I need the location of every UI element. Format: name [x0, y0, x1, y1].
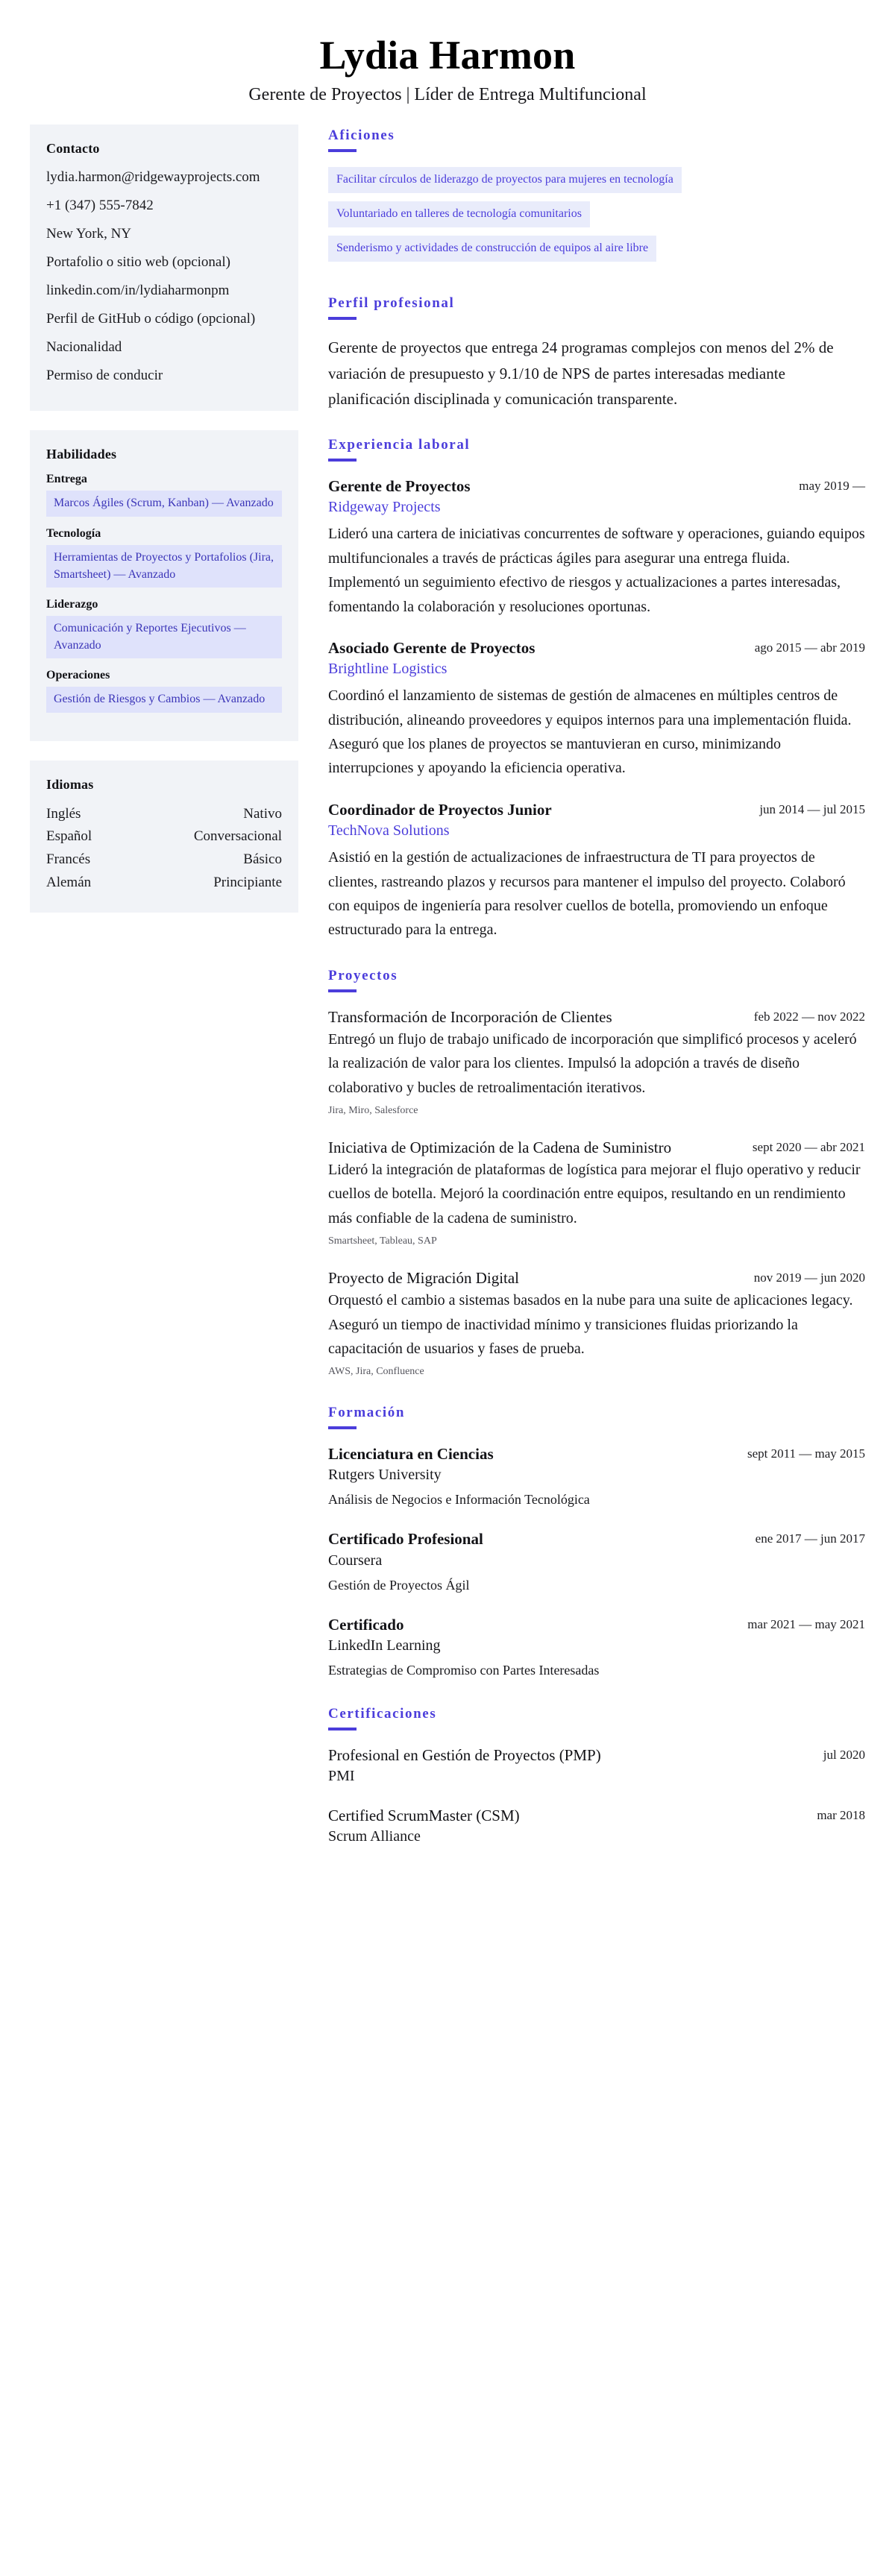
- resume-body: [0, 125, 895, 1872]
- language-name: Inglés: [46, 805, 81, 822]
- project-entry: [328, 1138, 865, 1249]
- project-tech: Jira, Miro, Salesforce: [328, 1105, 418, 1117]
- contact-nationality: Nacionalidad: [46, 338, 122, 355]
- job-company: Brightline Logistics: [328, 661, 448, 678]
- experience-entry: [328, 476, 865, 619]
- project-dates: feb 2022 — nov 2022: [753, 1009, 865, 1024]
- skill-chip: Herramientas de Proyectos y Portafolios (Jira, Smartsheet) — Avanzado: [46, 545, 282, 588]
- language-level: Básico: [243, 851, 282, 868]
- experience-entry: [328, 638, 865, 781]
- certification-name: Profesional en Gestión de Proyectos (PMP): [328, 1745, 601, 1764]
- skill-group: [46, 669, 282, 712]
- field-of-study: Gestión de Proyectos Ágil: [328, 1577, 470, 1593]
- skill-group-label: Tecnología: [46, 526, 101, 540]
- contact-driving-license: Permiso de conducir: [46, 367, 163, 383]
- degree-dates: mar 2021 — may 2021: [747, 1616, 865, 1631]
- skill-chip: Comunicación y Reportes Ejecutivos — Avanzado: [46, 616, 282, 658]
- degree-dates: ene 2017 — jun 2017: [755, 1531, 865, 1546]
- section-rule: [328, 317, 357, 320]
- project-title: Iniciativa de Optimización de la Cadena de Suministro: [328, 1138, 672, 1156]
- certifications-heading: Certificaciones: [328, 1705, 437, 1722]
- certification-issuer: Scrum Alliance: [328, 1828, 421, 1845]
- project-dates: sept 2020 — abr 2021: [752, 1139, 865, 1154]
- section-rule: [328, 459, 357, 462]
- contact-card: [30, 125, 298, 411]
- language-row: [46, 825, 282, 848]
- skill-chip: Marcos Ágiles (Scrum, Kanban) — Avanzado: [46, 491, 282, 516]
- school-name: LinkedIn Learning: [328, 1637, 441, 1654]
- experience-heading: Experiencia laboral: [328, 437, 471, 453]
- language-level: Principiante: [213, 874, 282, 890]
- language-name: Español: [46, 828, 92, 845]
- degree-title: Certificado: [328, 1615, 404, 1634]
- language-name: Alemán: [46, 874, 92, 890]
- project-tech: Smartsheet, Tableau, SAP: [328, 1235, 437, 1247]
- project-title: Transformación de Incorporación de Clientes: [328, 1007, 612, 1026]
- section-summary: [328, 295, 865, 412]
- skill-group: [46, 598, 282, 658]
- resume-header: [0, 0, 895, 125]
- summary-heading: Perfil profesional: [328, 295, 455, 312]
- section-rule: [328, 1426, 357, 1429]
- contact-location: New York, NY: [46, 226, 132, 242]
- languages-title: Idiomas: [46, 776, 94, 792]
- certification-entry: [328, 1806, 865, 1847]
- languages-card: [30, 760, 298, 913]
- main-column: [328, 125, 865, 1872]
- job-company: Ridgeway Projects: [328, 499, 441, 516]
- language-level: Conversacional: [193, 828, 282, 845]
- candidate-headline: Gerente de Proyectos | Líder de Entrega Multifuncional: [248, 84, 647, 104]
- language-row: [46, 803, 282, 826]
- contact-email[interactable]: lydia.harmon@ridgewayprojects.com: [46, 169, 260, 186]
- project-description: Lideró la integración de plataformas de logística para mejorar el flujo operativo y reducir cuellos de botella. Mejoró la coordinación entre equipos, resultando en un rendimiento más confiable de la cadena de suministro.: [328, 1162, 861, 1226]
- skill-group: [46, 473, 282, 516]
- sidebar: [30, 125, 298, 931]
- skills-card: [30, 430, 298, 740]
- contact-github[interactable]: Perfil de GitHub o código (opcional): [46, 310, 256, 327]
- job-dates: ago 2015 — abr 2019: [754, 640, 865, 655]
- project-description: Entregó un flujo de trabajo unificado de incorporación que simplificó procesos y aceleró la realización de valor para los clientes. Impulsó la adopción a través de diseño colaborativo y bucles de retroalimentación iterativos.: [328, 1031, 857, 1096]
- summary-text: Gerente de proyectos que entrega 24 programas complejos con menos del 2% de variación de presupuesto y 9.1/10 de NPS de partes interesadas mediante planificación disciplinada y comunicación transparente.: [328, 338, 834, 408]
- education-entry: [328, 1615, 865, 1681]
- contact-portfolio[interactable]: Portafolio o sitio web (opcional): [46, 254, 230, 271]
- degree-title: Certificado Profesional: [328, 1530, 483, 1549]
- degree-dates: sept 2011 — may 2015: [747, 1446, 865, 1461]
- school-name: Coursera: [328, 1552, 383, 1569]
- section-certifications: [328, 1706, 865, 1848]
- section-rule: [328, 1728, 357, 1731]
- hobby-chip: Voluntariado en talleres de tecnología comunitarios: [328, 201, 590, 227]
- education-entry: [328, 1444, 865, 1510]
- education-entry: [328, 1529, 865, 1595]
- project-tech: AWS, Jira, Confluence: [328, 1366, 424, 1378]
- job-description: Asistió en la gestión de actualizaciones de infraestructura de TI para proyectos de clientes, rastreando plazos y recursos para mantener el impulso del proyecto. Colaboró con equipos de ingeniería para resolver cuellos de botella, promoviendo un enfoque estructurado para la entrega.: [328, 849, 846, 939]
- hobbies-heading: Aficiones: [328, 127, 395, 144]
- job-company: TechNova Solutions: [328, 822, 450, 840]
- section-hobbies: [328, 127, 865, 270]
- skill-group: [46, 527, 282, 588]
- certification-issuer: PMI: [328, 1768, 355, 1785]
- language-row: [46, 848, 282, 872]
- project-description: Orquestó el cambio a sistemas basados en la nube para una suite de aplicaciones legacy. Aseguró un tiempo de inactividad mínimo y transiciones fluidas priorizando la capacitación de usuarios y fases de prueba.: [328, 1292, 853, 1357]
- hobby-chip: Senderismo y actividades de construcción de equipos al aire libre: [328, 236, 656, 262]
- contact-phone[interactable]: +1 (347) 555-7842: [46, 198, 154, 214]
- skill-group-label: Liderazgo: [46, 598, 98, 611]
- language-row: [46, 872, 282, 895]
- job-title: Coordinador de Proyectos Junior: [328, 800, 552, 819]
- certification-entry: [328, 1745, 865, 1786]
- certification-date: jul 2020: [823, 1747, 865, 1762]
- degree-title: Licenciatura en Ciencias: [328, 1444, 494, 1463]
- job-title: Asociado Gerente de Proyectos: [328, 639, 536, 657]
- certification-date: mar 2018: [817, 1808, 865, 1823]
- section-education: [328, 1405, 865, 1681]
- section-projects: [328, 968, 865, 1379]
- experience-entry: [328, 800, 865, 942]
- job-description: Lideró una cartera de iniciativas concurrentes de software y operaciones, guiando equipos multifuncionales a través de prácticas ágiles para asegurar una entrega fluida. Implementó un seguimiento efectivo de riesgos y actualizaciones a partes interesadas, fomentando la colaboración y resoluciones oportunas.: [328, 526, 865, 615]
- education-heading: Formación: [328, 1404, 406, 1420]
- job-description: Coordinó el lanzamiento de sistemas de gestión de almacenes en múltiples centros de distribución, alineando proveedores y equipos internos para una implementación fluida. Aseguró que los planes de proyectos se mantuvieran en curso, minimizando interrupciones y apoyando la eficiencia operativa.: [328, 687, 852, 777]
- skills-title: Habilidades: [46, 447, 117, 462]
- job-dates: jun 2014 — jul 2015: [759, 802, 865, 816]
- section-rule: [328, 149, 357, 152]
- project-entry: [328, 1268, 865, 1379]
- language-level: Nativo: [243, 805, 282, 822]
- projects-heading: Proyectos: [328, 967, 398, 983]
- job-dates: may 2019 —: [799, 479, 865, 494]
- job-title: Gerente de Proyectos: [328, 477, 471, 496]
- skill-group-label: Operaciones: [46, 669, 110, 682]
- field-of-study: Estrategias de Compromiso con Partes Interesadas: [328, 1662, 600, 1678]
- school-name: Rutgers University: [328, 1467, 442, 1484]
- skill-group-label: Entrega: [46, 473, 87, 486]
- hobby-chip: Facilitar círculos de liderazgo de proyectos para mujeres en tecnología: [328, 167, 682, 193]
- section-experience: [328, 437, 865, 942]
- skill-chip: Gestión de Riesgos y Cambios — Avanzado: [46, 687, 282, 712]
- candidate-name: Lydia Harmon: [319, 33, 576, 78]
- contact-title: Contacto: [46, 141, 100, 157]
- project-dates: nov 2019 — jun 2020: [753, 1270, 865, 1285]
- project-title: Proyecto de Migración Digital: [328, 1268, 520, 1287]
- section-rule: [328, 989, 357, 992]
- certification-name: Certified ScrumMaster (CSM): [328, 1807, 520, 1825]
- field-of-study: Análisis de Negocios e Información Tecnológica: [328, 1492, 590, 1508]
- language-name: Francés: [46, 851, 91, 868]
- contact-linkedin[interactable]: linkedin.com/in/lydiaharmonpm: [46, 282, 230, 298]
- project-entry: [328, 1007, 865, 1118]
